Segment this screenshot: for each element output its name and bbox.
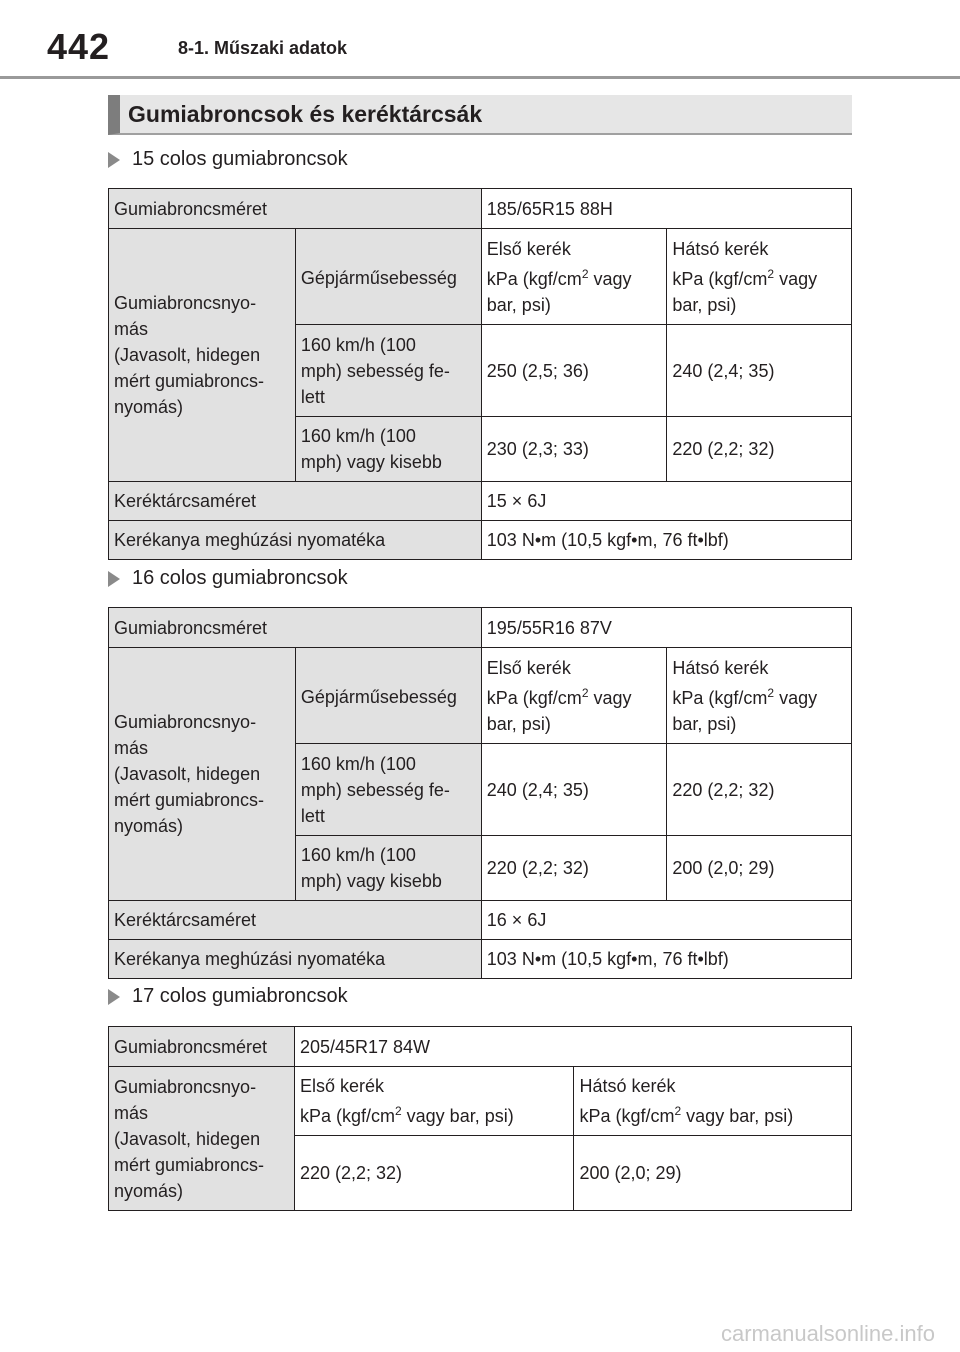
torque-value: 103 N•m (10,5 kgf•m, 76 ft•lbf) <box>481 940 851 979</box>
front-pressure-over: 240 (2,4; 35) <box>481 744 667 836</box>
rear-label: Hátsó kerék <box>672 238 769 259</box>
unit-line: kPa ($kgf/cm^2$ vagy bar, psi) <box>579 1104 794 1126</box>
tire-size-value: 185/65R15 88H <box>481 189 851 229</box>
section-title-text: Gumiabroncsok és keréktárcsák <box>128 100 483 127</box>
pressure-label-line: mért gumiabroncs- <box>114 371 265 391</box>
table-row <box>109 189 852 229</box>
table-row <box>109 482 852 521</box>
front-label: Első kerék <box>486 657 571 678</box>
front-pressure-over: 250 (2,5; 36) <box>481 325 667 417</box>
pressure-label <box>109 648 296 901</box>
speed-label <box>295 229 481 325</box>
watermark-text: carmanualsonline.info <box>720 1321 935 1346</box>
rear-label: Hátsó kerék <box>579 1076 676 1096</box>
rear-pressure-over: 220 (2,2; 32) <box>667 744 852 836</box>
tire-size-label: Gumiabroncsméret <box>109 189 482 229</box>
pressure-label-line: más <box>114 319 149 339</box>
rear-label: Hátsó kerék <box>672 657 769 678</box>
tire-size-value: 195/55R16 87V <box>481 608 851 648</box>
speed-under-label <box>295 417 481 482</box>
speed-label-text: Gépjárműsebesség <box>300 686 457 707</box>
speed-over-label <box>295 744 481 836</box>
speed-under-line: 160 km/h (100 <box>300 845 416 865</box>
front-label: Első kerék <box>486 238 571 259</box>
sub-heading-label: 15 colos gumiabroncsok <box>132 148 348 170</box>
front-pressure: 220 (2,2; 32) <box>294 1136 574 1211</box>
pressure-label-line: Gumiabroncsnyo- <box>114 1076 257 1097</box>
tire-table-16 <box>108 607 852 979</box>
triangle-bullet-icon <box>108 989 120 1005</box>
pressure-label-line: Gumiabroncsnyo- <box>114 712 257 732</box>
pressure-label-line: mért gumiabroncs- <box>114 1154 265 1175</box>
triangle-bullet-icon <box>108 571 120 587</box>
rear-pressure: 200 (2,0; 29) <box>574 1136 852 1211</box>
table-row <box>109 901 852 940</box>
watermark-logo <box>590 1318 940 1348</box>
front-label: Első kerék <box>299 1076 384 1096</box>
rear-pressure-over: 240 (2,4; 35) <box>667 325 852 417</box>
pressure-label-line: más <box>114 1102 149 1123</box>
torque-label: Kerékanya meghúzási nyomatéka <box>109 521 482 560</box>
wheel-size-value: 16 × 6J <box>481 901 851 940</box>
front-pressure-under: 230 (2,3; 33) <box>481 417 667 482</box>
table-row <box>109 940 852 979</box>
tire-size-label: Gumiabroncsméret <box>109 608 482 648</box>
header-divider <box>0 76 960 79</box>
chapter-title: 8-1. Műszaki adatok <box>178 38 348 58</box>
pressure-label-line: Gumiabroncsnyo- <box>114 293 257 313</box>
wheel-size-label: Keréktárcsaméret <box>109 901 482 940</box>
front-wheel-header <box>294 1067 574 1136</box>
unit-line: kPa ($kgf/cm^2$ vagy bar, psi) <box>672 266 818 315</box>
unit-line: kPa ($kgf/cm^2$ vagy bar, psi) <box>672 685 818 734</box>
speed-under-line: 160 km/h (100 <box>300 426 416 446</box>
pressure-label <box>109 229 296 482</box>
sub-heading-label: 17 colos gumiabroncsok <box>132 985 348 1007</box>
unit-line: kPa ($kgf/cm^2$ vagy bar, psi) <box>299 1104 514 1126</box>
speed-over-line: lett <box>300 805 325 826</box>
wheel-size-value: 15 × 6J <box>481 482 851 521</box>
table-row <box>109 521 852 560</box>
rear-wheel-header <box>574 1067 852 1136</box>
pressure-label <box>109 1067 295 1211</box>
pressure-label-line: nyomás) <box>114 1180 184 1201</box>
pressure-label-line: (Javasolt, hidegen <box>114 1128 261 1149</box>
speed-under-line: mph) vagy kisebb <box>300 871 442 891</box>
unit-line: kPa ($kgf/cm^2$ vagy bar, psi) <box>486 685 632 734</box>
pressure-label-line: (Javasolt, hidegen <box>114 345 261 365</box>
sub-heading-15 <box>108 148 348 171</box>
table-row <box>109 648 852 744</box>
pressure-label-line: (Javasolt, hidegen <box>114 764 261 784</box>
speed-over-line: lett <box>300 386 325 407</box>
table-row <box>109 1067 852 1136</box>
table-row <box>109 229 852 325</box>
page-number: 442 <box>47 26 111 67</box>
triangle-bullet-icon <box>108 152 120 168</box>
speed-over-line: 160 km/h (100 <box>300 334 416 355</box>
torque-label: Kerékanya meghúzási nyomatéka <box>109 940 482 979</box>
speed-over-line: 160 km/h (100 <box>300 753 416 774</box>
rear-wheel-header <box>667 648 852 744</box>
speed-under-line: mph) vagy kisebb <box>300 452 442 472</box>
wheel-size-label: Keréktárcsaméret <box>109 482 482 521</box>
tire-table-15 <box>108 188 852 560</box>
table-row <box>109 608 852 648</box>
torque-value: 103 N•m (10,5 kgf•m, 76 ft•lbf) <box>481 521 851 560</box>
front-wheel-header <box>481 648 667 744</box>
speed-label-text: Gépjárműsebesség <box>300 267 457 288</box>
rear-pressure-under: 200 (2,0; 29) <box>667 836 852 901</box>
pressure-label-line: más <box>114 738 149 758</box>
table-row <box>109 1027 852 1067</box>
pressure-label-line: nyomás) <box>114 816 184 836</box>
speed-over-line: mph) sebesség fe- <box>300 779 450 800</box>
unit-line: kPa ($kgf/cm^2$ vagy bar, psi) <box>486 266 632 315</box>
front-wheel-header <box>481 229 667 325</box>
sub-heading-label: 16 colos gumiabroncsok <box>132 567 348 589</box>
rear-wheel-header <box>667 229 852 325</box>
sub-heading-16 <box>108 567 348 590</box>
sub-heading-17 <box>108 985 348 1008</box>
pressure-label-line: nyomás) <box>114 397 184 417</box>
rear-pressure-under: 220 (2,2; 32) <box>667 417 852 482</box>
section-title <box>108 95 852 135</box>
front-pressure-under: 220 (2,2; 32) <box>481 836 667 901</box>
tire-size-label: Gumiabroncsméret <box>109 1027 295 1067</box>
tire-size-value: 205/45R17 84W <box>294 1027 851 1067</box>
speed-label <box>295 648 481 744</box>
speed-under-label <box>295 836 481 901</box>
speed-over-line: mph) sebesség fe- <box>300 360 450 381</box>
speed-over-label <box>295 325 481 417</box>
tire-table-17 <box>108 1026 852 1211</box>
pressure-label-line: mért gumiabroncs- <box>114 790 265 810</box>
